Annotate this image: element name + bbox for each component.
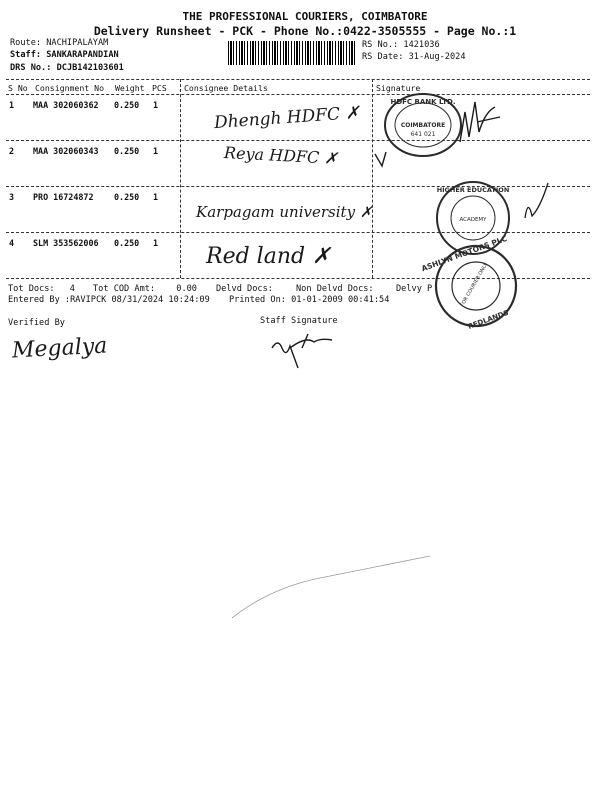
total-cod-value: 0.00	[176, 284, 197, 294]
staff-value: SANKARAPANDIAN	[46, 50, 119, 60]
total-docs-label: Tot Docs:	[8, 284, 55, 294]
company-title: THE PROFESSIONAL COURIERS, COIMBATORE	[182, 10, 428, 23]
verified-signature: Megalya	[11, 333, 108, 364]
delivered-docs-label: Delvd Docs:	[216, 284, 273, 294]
stray-mark	[230, 548, 450, 628]
receiver-signature	[372, 150, 392, 170]
entered-by: Entered By :RAVIPCK 08/31/2024 10:24:09	[8, 295, 210, 305]
svg-text:HIGHER EDUCATION: HIGHER EDUCATION	[436, 186, 510, 194]
col-header-sno: S No	[8, 83, 28, 93]
row-consignment: SLM 353562006	[33, 238, 99, 248]
row-pcs: 1	[153, 100, 159, 110]
non-delivered-docs-label: Non Delvd Docs:	[296, 284, 374, 294]
col-header-consignment: Consignment No	[35, 83, 105, 93]
printed-on: Printed On: 01-01-2009 00:41:54	[229, 295, 390, 305]
column-rule	[372, 79, 373, 278]
row-consignment: MAA 302060362	[33, 100, 99, 110]
handwritten-consignee: Karpagam university ✗	[196, 203, 373, 221]
drs-line	[10, 63, 124, 73]
rs-date-label: RS Date:	[362, 52, 404, 62]
drs-value: DCJB142103601	[56, 63, 124, 73]
row-sno: 2	[9, 146, 15, 156]
svg-text:ACADEMY: ACADEMY	[459, 217, 487, 223]
rs-no-line	[362, 40, 440, 50]
total-cod	[93, 284, 197, 294]
row-weight: 0.250	[114, 192, 140, 202]
rs-no-label: RS No.:	[362, 40, 399, 50]
table-top-rule	[6, 79, 590, 80]
staff-label: Staff:	[10, 50, 42, 60]
svg-text:REDLANDS: REDLANDS	[466, 308, 510, 331]
row-sno: 4	[9, 238, 15, 248]
col-header-weight: Weight	[115, 83, 145, 93]
receiver-signature	[455, 92, 505, 152]
staff-signature	[268, 328, 338, 376]
staff-line	[10, 50, 119, 60]
rs-no-value: 1421036	[403, 40, 440, 50]
total-docs	[8, 284, 75, 294]
route-line	[10, 38, 108, 48]
row-sno: 1	[9, 100, 15, 110]
row-consignment: PRO 16724872	[33, 192, 94, 202]
handwritten-consignee: Dhengh HDFC ✗	[213, 102, 361, 134]
row-pcs: 1	[153, 146, 159, 156]
route-value: NACHIPALAYAM	[46, 38, 109, 48]
col-header-signature: Signature	[376, 83, 421, 93]
svg-text:COIMBATORE: COIMBATORE	[400, 122, 446, 129]
row-weight: 0.250	[114, 100, 140, 110]
handwritten-consignee: Reya HDFC ✗	[223, 143, 339, 168]
total-cod-label: Tot COD Amt:	[93, 284, 156, 294]
row-weight: 0.250	[114, 146, 140, 156]
svg-text:HDFC BANK LTD.: HDFC BANK LTD.	[390, 98, 456, 106]
column-rule	[180, 79, 181, 278]
route-label: Route:	[10, 38, 42, 48]
barcode	[228, 41, 355, 65]
receiver-signature	[520, 178, 560, 228]
row-pcs: 1	[153, 192, 159, 202]
col-header-consignee: Consignee Details	[184, 83, 268, 93]
rs-date-value: 31-Aug-2024	[408, 52, 466, 62]
row-weight: 0.250	[114, 238, 140, 248]
rs-date-line	[362, 52, 466, 62]
svg-text:641 021: 641 021	[410, 131, 436, 138]
drs-label: DRS No.:	[10, 63, 52, 73]
handwritten-consignee: Red land ✗	[206, 244, 331, 269]
staff-signature-label: Staff Signature	[260, 316, 338, 326]
verified-by-label: Verified By	[8, 318, 65, 328]
motors-stamp	[420, 233, 522, 332]
row-pcs: 1	[153, 238, 159, 248]
delivery-label: Delvy P	[396, 284, 433, 294]
svg-text:ASHLYN MOTORS PLC: ASHLYN MOTORS PLC	[420, 233, 509, 274]
runsheet-title: Delivery Runsheet - PCK - Phone No.:0422-3505555 - Page No.:1	[93, 24, 517, 38]
svg-text:FOR COURIER ONLY: FOR COURIER ONLY	[459, 262, 490, 308]
total-docs-value: 4	[69, 284, 75, 294]
row-sno: 3	[9, 192, 15, 202]
col-header-pcs: PCS	[152, 83, 167, 93]
row-consignment: MAA 302060343	[33, 146, 99, 156]
